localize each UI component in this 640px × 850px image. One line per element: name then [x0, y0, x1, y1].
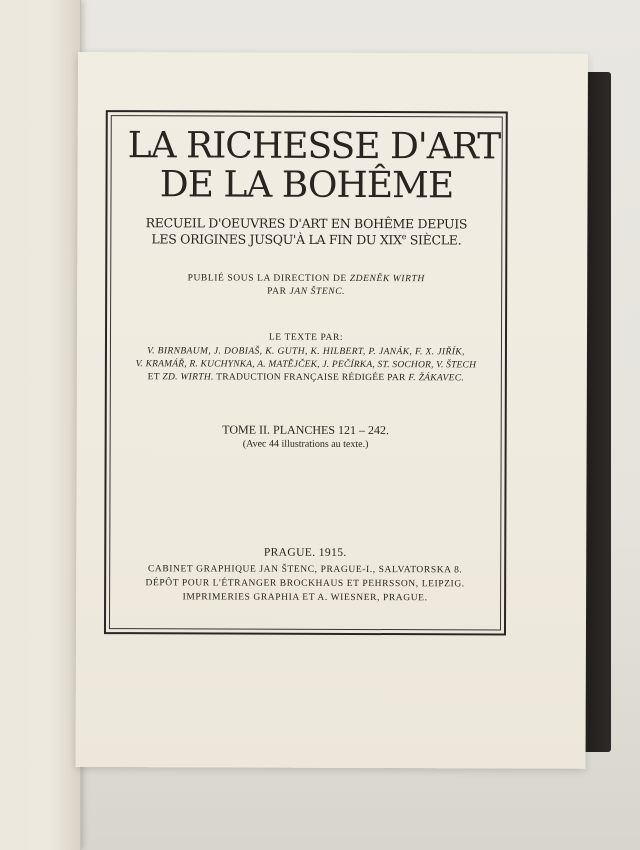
direction-line [117, 273, 495, 284]
editor-name: ZDENĚK WIRTH [349, 273, 425, 285]
publisher-name: JAN ŠTENC. [289, 286, 346, 297]
direction-prefix: PUBLIÉ SOUS LA DIRECTION DE [187, 273, 350, 284]
publisher-line [117, 286, 495, 297]
imprint-line-2: DÉPÔT POUR L'ÉTRANGER BROCKHAUS ET PEHRSSON, LEIPZIG. [145, 578, 465, 590]
illustrations-note: (Avec 44 illustrations au texte.) [242, 438, 369, 451]
book-title-line-1: LA RICHESSE D'ART [127, 125, 501, 168]
par-label: PAR [267, 286, 290, 297]
imprint-line-1: CABINET GRAPHIQUE JAN ŠTENC, PRAGUE-I., SALVATORSKA 8. [147, 564, 463, 576]
book-title-line-2: DE LA BOHÊME [159, 164, 454, 207]
subtitle-line-2-text: LES ORIGINES JUSQU'À LA FIN DU XIX [151, 231, 402, 248]
facing-page-edge [0, 0, 81, 850]
subtitle-line-1: RECUEIL D'OEUVRES D'ART EN BOHÊME DEPUIS [145, 215, 468, 232]
place-date: PRAGUE. 1915. [263, 546, 347, 559]
authors-line-3 [117, 372, 495, 383]
imprint-line-3: IMPRIMERIES GRAPHIA ET A. WIESNER, PRAGUE. [182, 592, 428, 604]
subtitle-line-2 [117, 231, 495, 247]
et-label: ET [147, 372, 163, 383]
title-page-content [106, 112, 506, 633]
authors-line-2: V. KRAMÁŘ, R. KUCHYNKA, A. MATĚJČEK, J. PEČÍRKA, ST. SOCHOR, V. ŠTECH [135, 359, 477, 371]
subtitle-line-2-end: SIÈCLE. [406, 232, 462, 248]
translation-label: TRADUCTION FRANÇAISE RÉDIGÉE PAR [213, 372, 409, 384]
volume-info: TOME II. PLANCHES 121 – 242. [222, 422, 390, 438]
authors-line-1: V. BIRNBAUM, J. DOBIAŠ, K. GUTH, K. HILBERT, P. JANÁK, F. X. JIŘÍK, [147, 346, 465, 358]
page-border-frame [104, 110, 508, 635]
wirth-name: ZD. WIRTH. [162, 372, 214, 383]
title-page [76, 52, 588, 769]
text-by-label: LE TEXTE PAR: [268, 332, 344, 343]
subtitle-superscript: e [401, 232, 407, 242]
translator-name: F. ŽÁKAVEC. [408, 373, 465, 384]
